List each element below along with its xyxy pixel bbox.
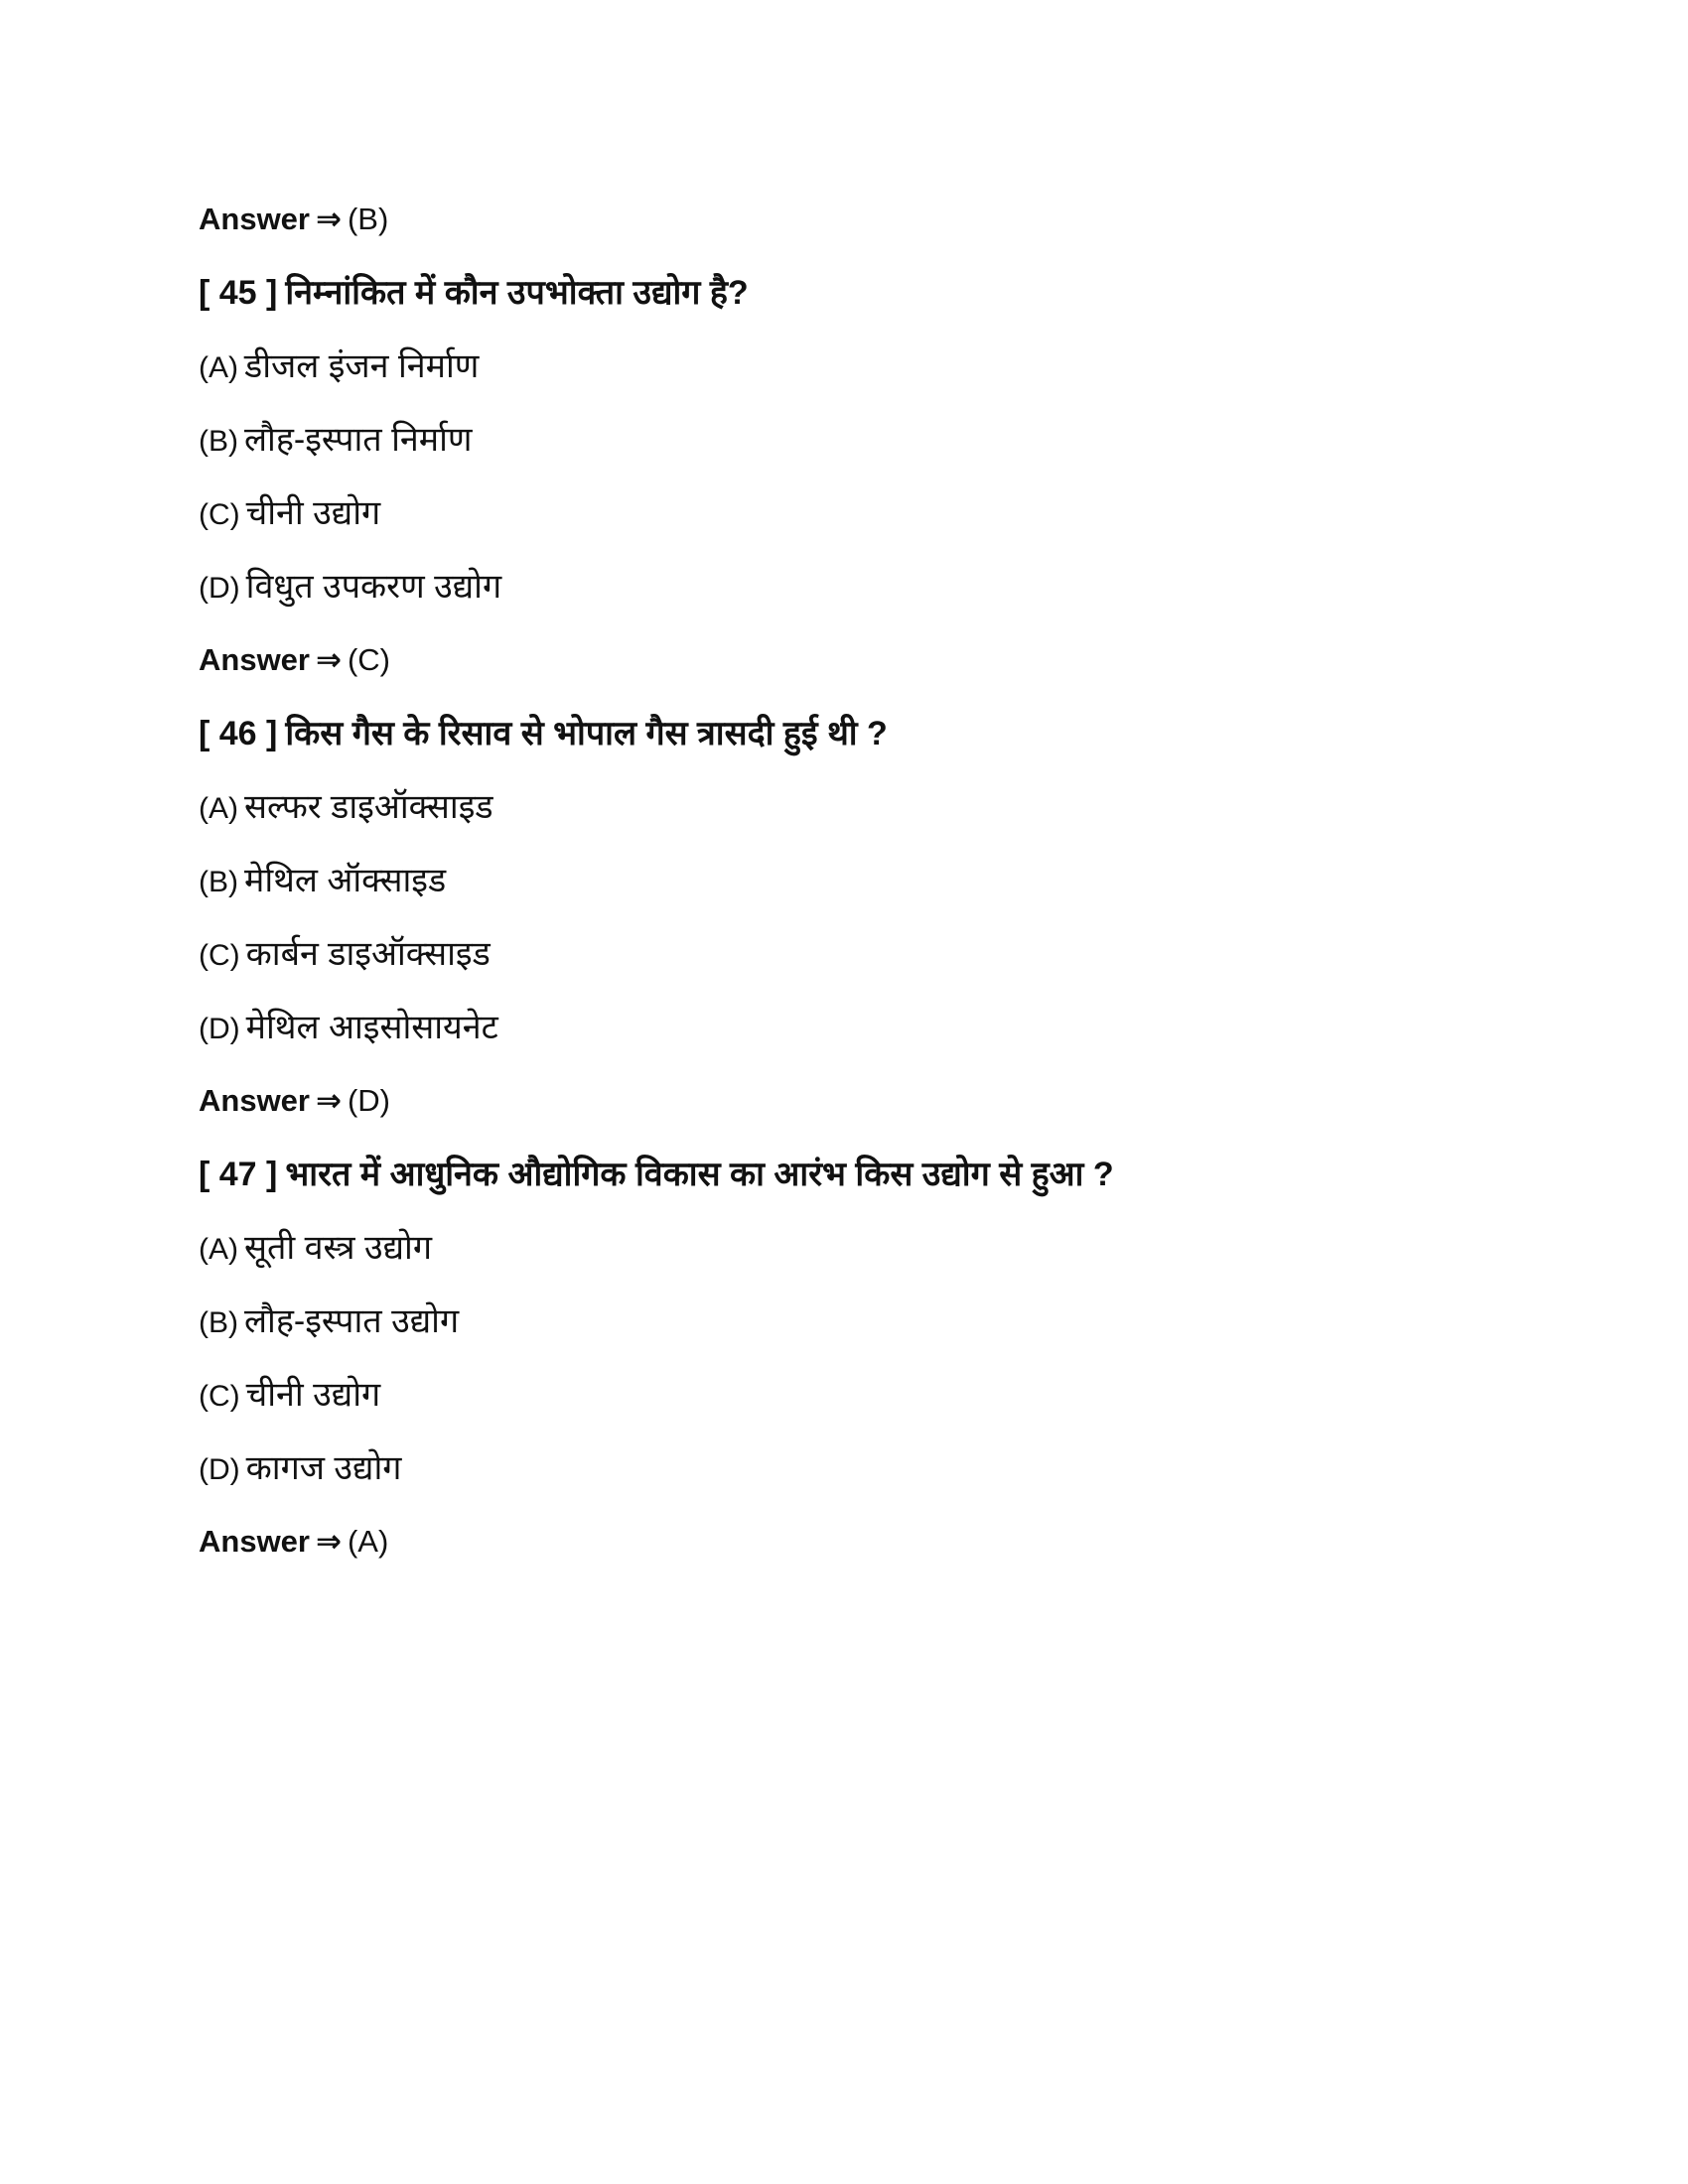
option-text: मेथिल आइसोसायनेट [245,1009,498,1046]
answer-line [199,635,1509,709]
option-text: चीनी उद्योग [245,494,381,532]
option-text: मेथिल ऑक्साइड [244,862,447,899]
question-text: किस गैस के रिसाव से भोपाल गैस त्रासदी हुई थी ? [285,715,888,752]
question-block-46 [199,709,1509,1150]
option-c [199,929,1509,1003]
question-heading [199,268,1509,341]
option-text: लौह-इस्पात उद्योग [244,1302,460,1340]
option-text: सूती वस्त्र उद्योग [244,1229,432,1267]
double-arrow-icon: ⇒ [315,202,342,236]
option-b [199,856,1509,929]
option-text: सल्फर डाइऑक्साइड [244,788,493,826]
double-arrow-icon: ⇒ [315,1524,342,1559]
option-text: कार्बन डाइऑक्साइड [245,935,491,973]
document-page [199,195,1509,1590]
option-a [199,1223,1509,1297]
answer-value: (B) [347,202,389,236]
option-letter: (C) [199,1380,240,1413]
option-a [199,782,1509,856]
option-letter: (C) [199,939,240,972]
option-letter: (C) [199,498,240,531]
answer-label: Answer [199,1524,310,1559]
option-letter: (D) [199,572,240,605]
option-letter: (A) [199,351,238,384]
option-text: कागज उद्योग [245,1449,402,1487]
option-letter: (D) [199,1013,240,1045]
double-arrow-icon: ⇒ [315,642,342,677]
option-letter: (B) [199,866,238,898]
answer-value: (D) [347,1083,391,1118]
option-a [199,341,1509,415]
question-text: भारत में आधुनिक औद्योगिक विकास का आरंभ किस उद्योग से हुआ ? [285,1156,1114,1193]
answer-value: (A) [347,1524,389,1559]
option-text: लौह-इस्पात निर्माण [244,421,473,459]
option-text: विधुत उपकरण उद्योग [245,568,502,606]
answer-value: (C) [347,642,391,677]
option-b [199,415,1509,488]
question-number: [ 47 ] [199,1156,278,1193]
option-letter: (A) [199,792,238,825]
answer-line [199,1076,1509,1150]
option-letter: (B) [199,1306,238,1339]
question-number: [ 46 ] [199,715,278,752]
answer-line-prev [199,195,1509,268]
option-d [199,562,1509,635]
option-text: डीजल इंजन निर्माण [244,347,480,385]
question-number: [ 45 ] [199,274,278,312]
option-letter: (A) [199,1233,238,1266]
option-text: चीनी उद्योग [245,1376,381,1414]
question-block-45 [199,268,1509,709]
answer-line [199,1517,1509,1590]
option-d [199,1443,1509,1517]
question-heading [199,709,1509,782]
question-text: निम्नांकित में कौन उपभोक्ता उद्योग है? [285,274,749,312]
option-letter: (B) [199,425,238,458]
option-d [199,1003,1509,1076]
option-letter: (D) [199,1453,240,1486]
answer-label: Answer [199,202,310,236]
double-arrow-icon: ⇒ [315,1083,342,1118]
question-heading [199,1150,1509,1223]
option-c [199,1370,1509,1443]
question-block-47 [199,1150,1509,1590]
option-b [199,1297,1509,1370]
answer-label: Answer [199,1083,310,1118]
option-c [199,488,1509,562]
answer-label: Answer [199,642,310,677]
